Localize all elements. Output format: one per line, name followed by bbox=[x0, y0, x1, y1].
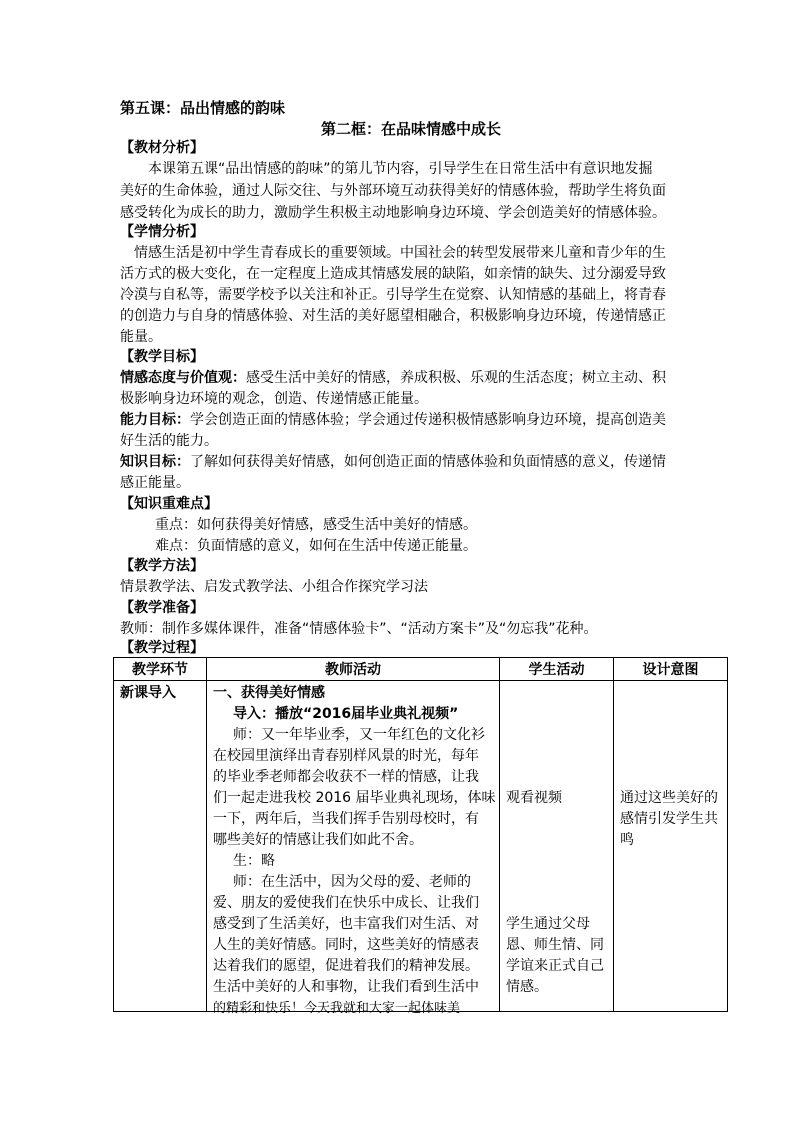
student-analysis-heading: 【学情分析】 bbox=[120, 224, 204, 240]
column-header-student: 学生活动 bbox=[500, 658, 614, 681]
teacher-line: 生活中美好的人和事物，让我们看到生活中 bbox=[213, 979, 479, 995]
teacher-line: 的精彩和快乐！今天我就和大家一起体味美 bbox=[213, 1001, 461, 1016]
design-intent-line: 感情引发学生共 bbox=[620, 811, 718, 827]
student-activity-line: 情感。 bbox=[506, 979, 548, 995]
knowledge-goal-line bbox=[120, 454, 666, 470]
teacher-line: 在校园里演绎出青春别样风景的时光，每年 bbox=[213, 748, 479, 764]
key-point-focus: 重点：如何获得美好情感，感受生活中美好的情感。 bbox=[155, 517, 477, 533]
teacher-subheading: 导入：播放“2016届毕业典礼视频” bbox=[233, 706, 459, 722]
knowledge-goal-line: 感正能量。 bbox=[120, 475, 190, 491]
design-intent-line: 鸣 bbox=[620, 832, 634, 848]
column-header-design: 设计意图 bbox=[614, 658, 728, 681]
textbook-analysis-line: 美好的生命体验，通过人际交往、与外部环境互动获得美好的情感体验，帮助学生将负面 bbox=[120, 183, 666, 199]
ability-goal-text: 学会创造正面的情感体验；学会通过传递积极情感影响身边环境，提高创造美 bbox=[190, 412, 666, 428]
student-analysis-line: 冷漠与自私等，需要学校予以关注和补正。引导学生在觉察、认知情感的基础上，将青春 bbox=[120, 287, 666, 303]
student-activity-cell bbox=[500, 681, 614, 1012]
teaching-goals-heading: 【教学目标】 bbox=[120, 349, 204, 365]
student-analysis-line: 的创造力与自身的情感体验、对生活的美好愿望相融合，积极影响身边环境，传递情感正 bbox=[120, 308, 666, 324]
teacher-line: 生：略 bbox=[233, 853, 275, 869]
student-activity-watch: 观看视频 bbox=[506, 790, 562, 806]
textbook-analysis-line: 感受转化为成长的助力，激励学生积极主动地影响身边环境、学会创造美好的情感体验。 bbox=[120, 205, 666, 221]
column-header-teacher: 教师活动 bbox=[207, 658, 500, 681]
ability-goal-line bbox=[120, 412, 666, 428]
knowledge-goal-text: 了解如何获得美好情感，如何创造正面的情感体验和负面情感的意义，传递情 bbox=[190, 454, 666, 470]
table-row bbox=[114, 681, 728, 1012]
process-table bbox=[113, 657, 728, 1016]
student-analysis-line: 情感生活是初中学生青春成长的重要领域。中国社会的转型发展带来儿童和青少年的生 bbox=[134, 245, 666, 261]
teacher-line: 人生的美好情感。同时，这些美好的情感表 bbox=[213, 937, 479, 953]
emotion-goal-label: 情感态度与价值观： bbox=[120, 370, 246, 386]
student-analysis-line: 能量。 bbox=[120, 329, 162, 345]
lesson-title: 第五课：品出情感的韵味 bbox=[120, 99, 286, 117]
process-heading: 【教学过程】 bbox=[120, 640, 204, 656]
teacher-line: 师：又一年毕业季，又一年红色的文化衫 bbox=[233, 727, 485, 743]
teacher-line: 哪些美好的情感让我们如此不舍。 bbox=[213, 832, 423, 848]
teacher-line: 感受到了生活美好，也丰富我们对生活、对 bbox=[213, 916, 479, 932]
knowledge-goal-label: 知识目标： bbox=[120, 454, 190, 470]
key-points-heading: 【知识重难点】 bbox=[120, 496, 218, 512]
teacher-line: 一下，两年后，当我们挥手告别母校时，有 bbox=[213, 811, 479, 827]
teacher-line: 爱、朋友的爱使我们在快乐中成长、让我们 bbox=[213, 895, 479, 911]
key-point-difficulty: 难点：负面情感的意义，如何在生活中传递正能量。 bbox=[155, 538, 477, 554]
preparation-heading: 【教学准备】 bbox=[120, 600, 204, 616]
teacher-line: 师：在生活中，因为父母的爱、老师的 bbox=[233, 874, 471, 890]
emotion-goal-text: 感受生活中美好的情感，养成积极、乐观的生活态度；树立主动、积 bbox=[246, 370, 666, 386]
student-activity-line: 学生通过父母 bbox=[506, 916, 590, 932]
textbook-analysis-line: 本课第五课“品出情感的韵味”的第儿节内容，引导学生在日常生活中有意识地发掘 bbox=[148, 161, 653, 177]
emotion-goal-line: 极影响身边环境的观念，创造、传递情感正能量。 bbox=[120, 391, 428, 407]
methods-text: 情景教学法、启发式教学法、小组合作探究学习法 bbox=[120, 579, 428, 595]
textbook-analysis-heading: 【教材分析】 bbox=[120, 140, 204, 156]
emotion-goal-line bbox=[120, 370, 666, 386]
stage-label: 新课导入 bbox=[120, 685, 176, 701]
ability-goal-label: 能力目标： bbox=[120, 412, 190, 428]
column-header-stage: 教学环节 bbox=[114, 658, 207, 681]
stage-cell bbox=[114, 681, 207, 1012]
student-activity-line: 恩、师生情、同 bbox=[506, 937, 604, 953]
teacher-activity-cell bbox=[207, 681, 500, 1016]
teacher-line: 达着我们的愿望，促进着我们的精神发展。 bbox=[213, 958, 479, 974]
design-intent-line: 通过这些美好的 bbox=[620, 790, 718, 806]
design-intent-cell bbox=[614, 681, 728, 1012]
student-activity-line: 学谊来正式自己 bbox=[506, 958, 604, 974]
methods-heading: 【教学方法】 bbox=[120, 558, 204, 574]
table-header-row bbox=[114, 658, 728, 681]
section-title: 第二框：在品味情感中成长 bbox=[321, 120, 502, 138]
teacher-section-heading: 一、获得美好情感 bbox=[213, 685, 325, 701]
student-analysis-line: 活方式的极大变化，在一定程度上造成其情感发展的缺陷，如亲情的缺失、过分溺爱导致 bbox=[120, 266, 666, 282]
ability-goal-line: 好生活的能力。 bbox=[120, 433, 218, 449]
preparation-text: 教师：制作多媒体课件，准备“情感体验卡”、“活动方案卡”及“勿忘我”花种。 bbox=[120, 621, 598, 637]
teacher-line: 们一起走进我校 2016 届毕业典礼现场，体味 bbox=[213, 790, 496, 806]
teacher-line: 的毕业季老师都会收获不一样的情感，让我 bbox=[213, 769, 479, 785]
